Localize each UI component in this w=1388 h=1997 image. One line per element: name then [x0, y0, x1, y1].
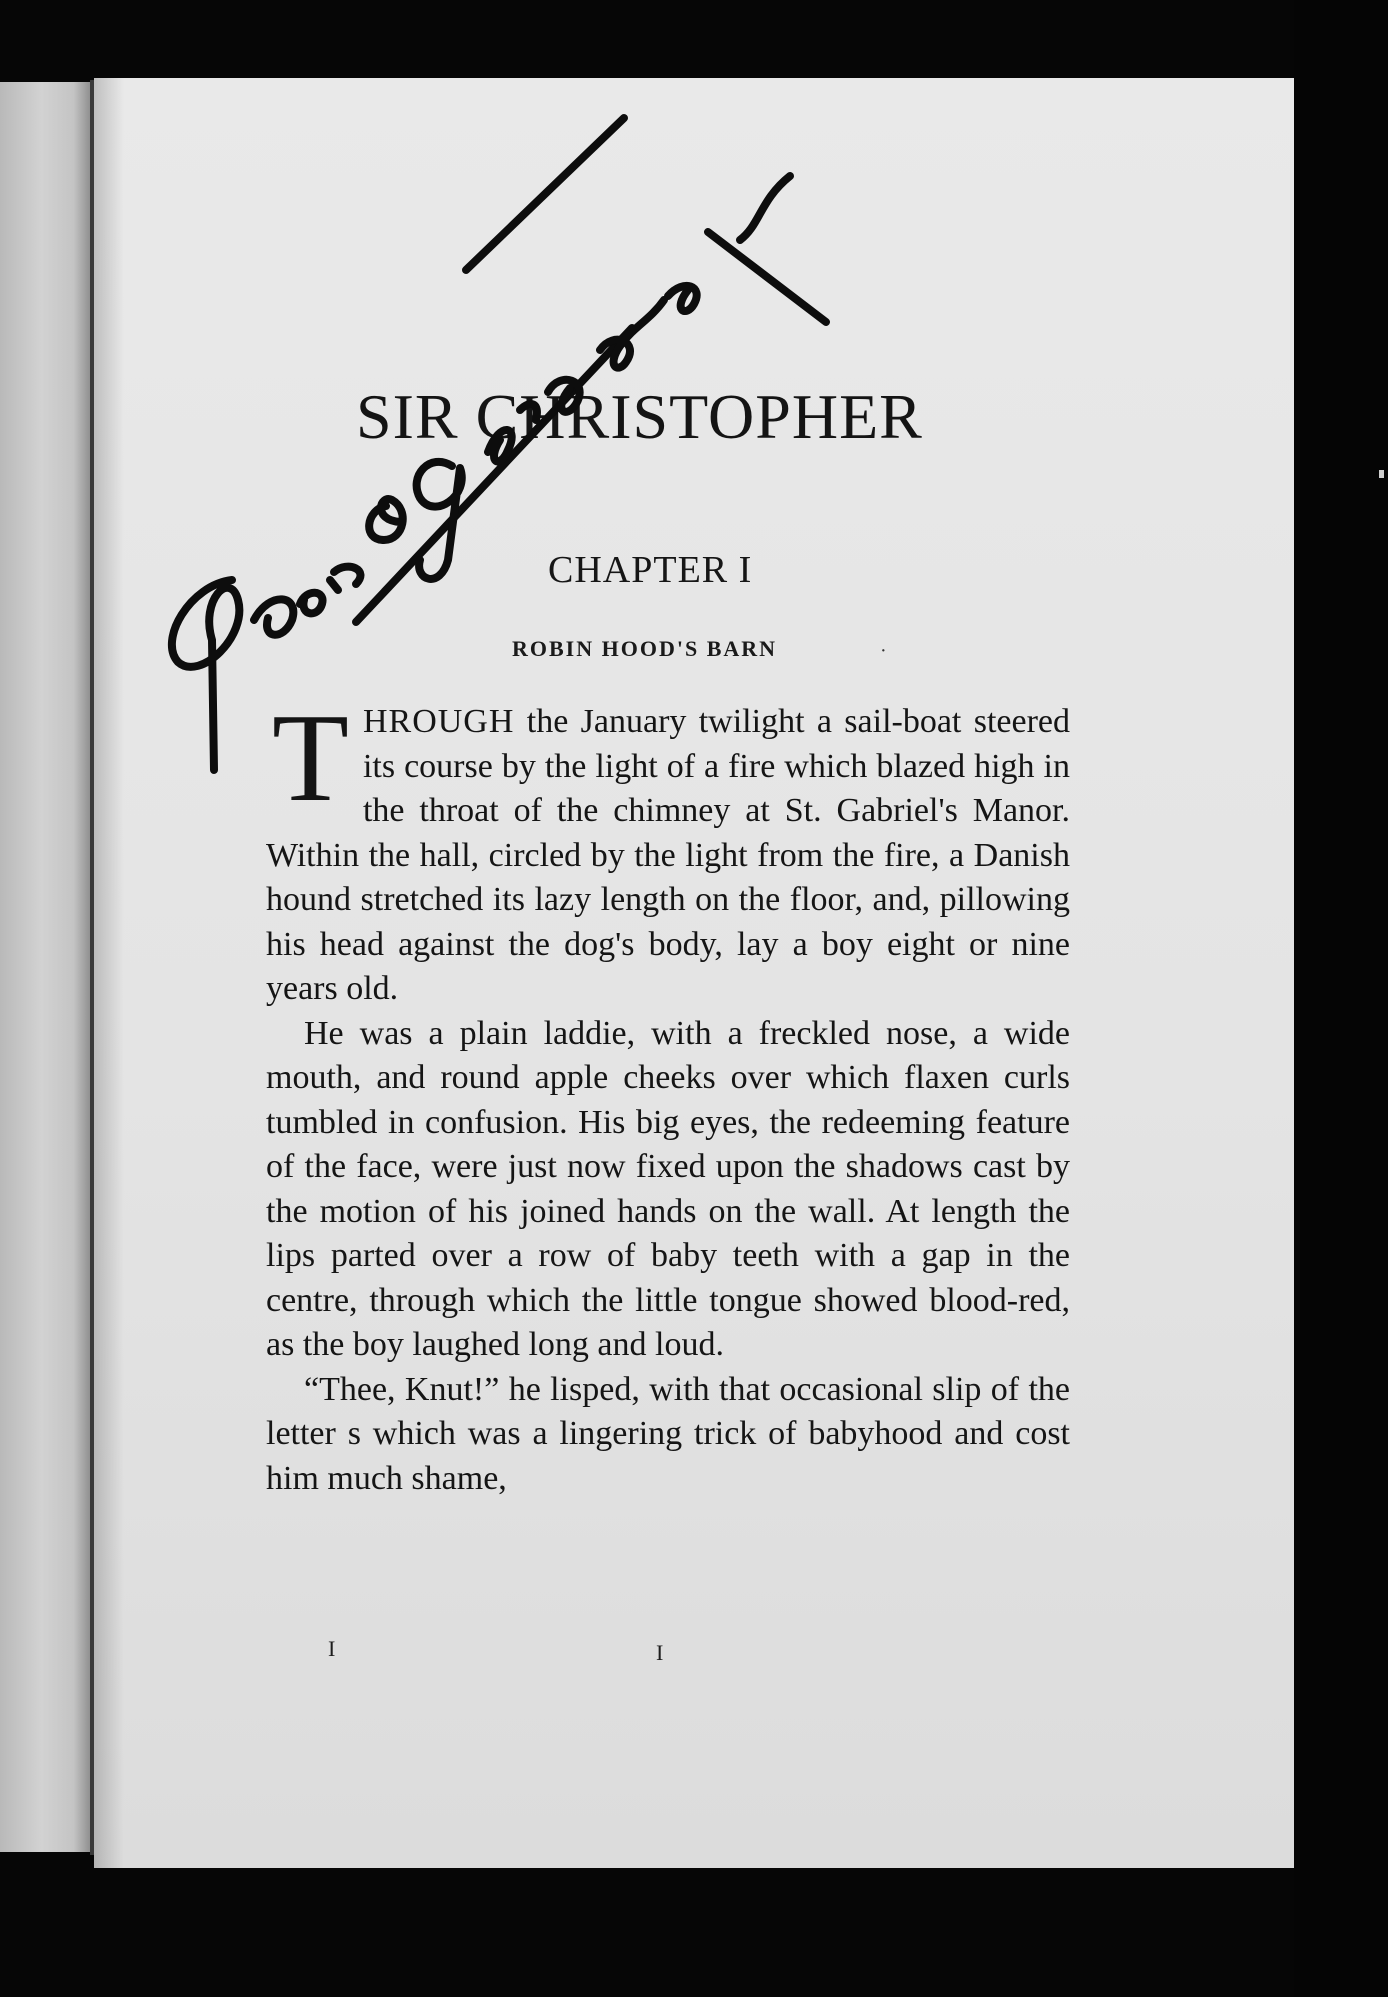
dust-speck: [1379, 470, 1384, 478]
paragraph-3: “Thee, Knut!” he lisped, with that occasional slip of the letter s which was a lingering trick of babyhood and cost him much shame,: [266, 1370, 1070, 1497]
book-title: SIR CHRISTOPHER: [356, 381, 923, 452]
ink-mark: ·: [880, 640, 887, 662]
chapter-body: [266, 689, 1070, 1501]
paragraph-1-text: the January twilight a sail-boat steered its course by the light of a fire which blazed high in the throat of the chimney at St. Gabriel's Manor. Within the hall, circled by the light from the fire, a Danish hound stretched its lazy length on the floor, and, pillowing his head against the dog's body, lay a boy eight or nine years old.: [266, 703, 1070, 1007]
paragraph-1: [266, 689, 1070, 1012]
chapter-heading: CHAPTER I: [548, 549, 753, 591]
lead-word: HROUGH: [362, 703, 515, 740]
paragraph-2: He was a plain laddie, with a freckled nose, a wide mouth, and round apple cheeks over which flaxen curls tumbled in confusion. His big eyes, the redeeming feature of the face, were just now fixed upon the shadows cast by the motion of his joined hands on the wall. At length the lips parted over a row of baby teeth with a gap in the centre, through which the little tongue showed blood-red, as the boy laughed long and loud.: [266, 1014, 1070, 1363]
scan-margin: [1294, 0, 1388, 1997]
gutter-shadow: [94, 78, 124, 1868]
page-number: I: [656, 1640, 664, 1665]
chapter-title: ROBIN HOOD'S BARN: [512, 636, 778, 661]
left-page-edge: [0, 82, 92, 1852]
signature-mark: I: [328, 1636, 336, 1661]
drop-cap: T: [272, 689, 349, 828]
